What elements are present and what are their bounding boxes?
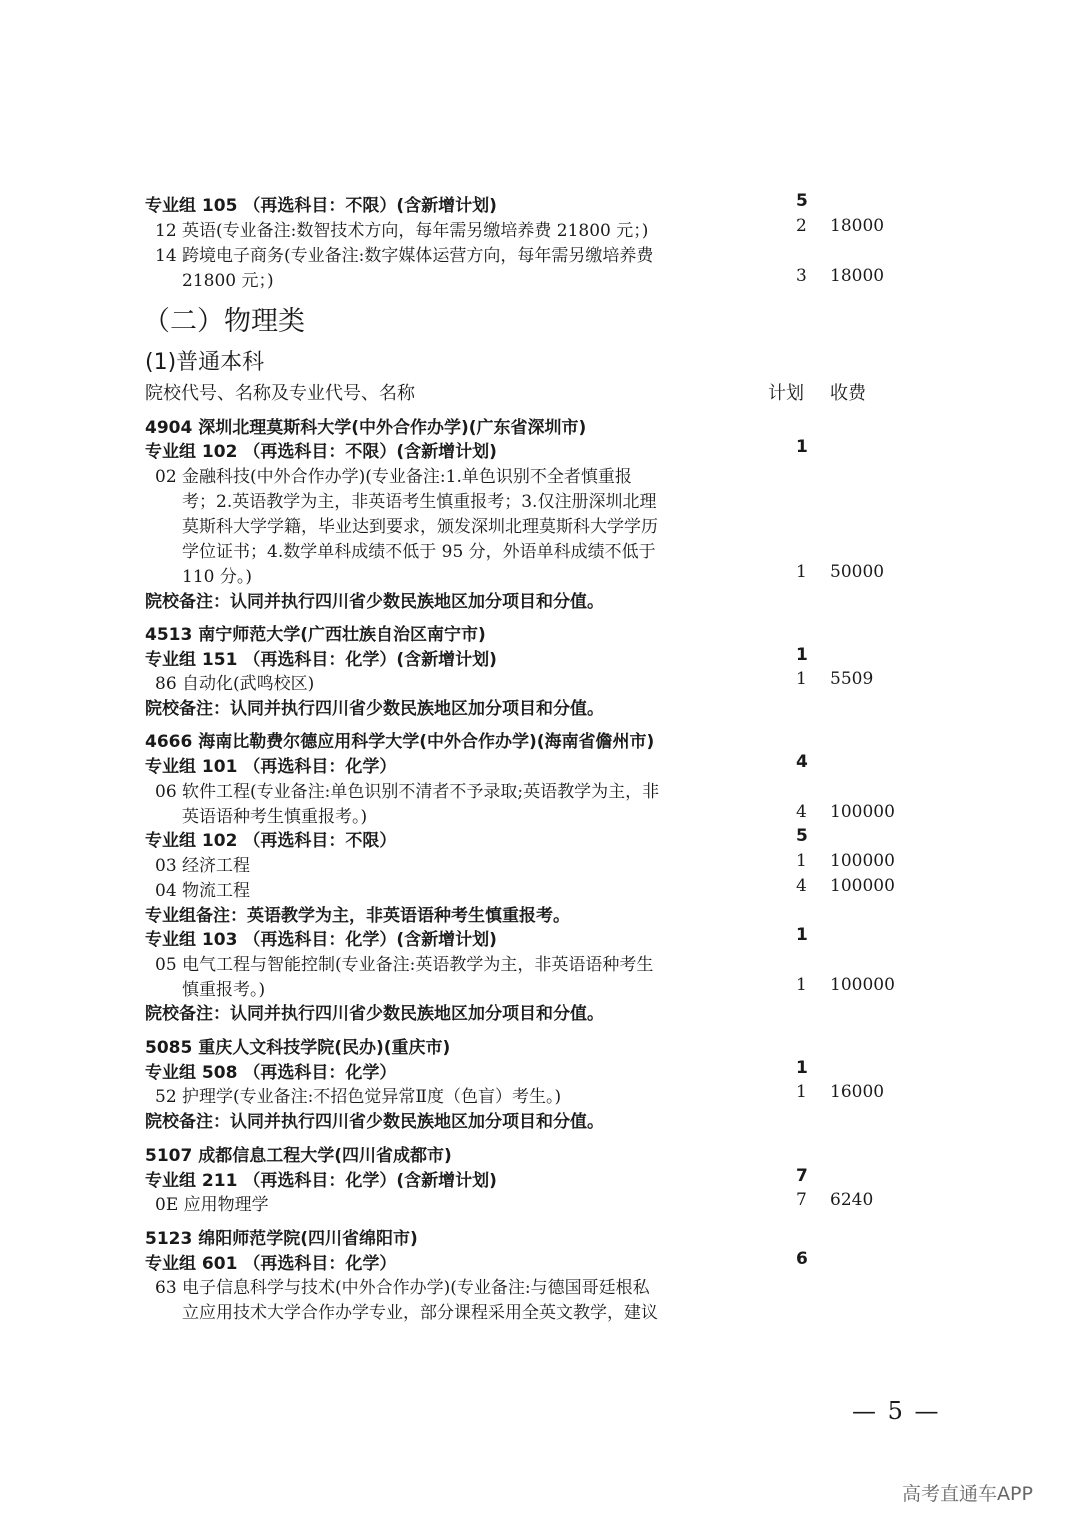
major-line: 03 经济工程 (155, 856, 251, 876)
group-plan: 1 (796, 645, 808, 665)
group-plan: 1 (796, 1058, 808, 1078)
section-title: （二）物理类 (143, 306, 305, 337)
column-header-plan: 计划 (768, 383, 804, 404)
column-header-name: 院校代号、名称及专业代号、名称 (145, 383, 415, 404)
page-number: — 5 — (852, 1397, 941, 1425)
major-plan: 4 (796, 802, 807, 822)
group-header: 专业组 508 （再选科目：化学） (145, 1063, 397, 1083)
group-plan: 7 (796, 1166, 808, 1186)
group-plan: 1 (796, 437, 808, 457)
major-plan: 1 (796, 1082, 807, 1102)
major-plan: 1 (796, 975, 807, 995)
school-note: 院校备注：认同并执行四川省少数民族地区加分项目和分值。 (145, 699, 604, 719)
major-fee: 18000 (830, 266, 885, 286)
major-line: 0E 应用物理学 (155, 1195, 269, 1215)
major-fee: 16000 (830, 1082, 885, 1102)
major-line: 14 跨境电子商务(专业备注:数字媒体运营方向，每年需另缴培养费 (155, 246, 654, 266)
group-plan: 5 (796, 826, 808, 846)
major-fee: 18000 (830, 216, 885, 236)
school-title: 4904 深圳北理莫斯科大学(中外合作办学)(广东省深圳市) (145, 418, 587, 438)
major-plan: 7 (796, 1190, 807, 1210)
major-fee: 5509 (830, 669, 874, 689)
group-header: 专业组 151 （再选科目：化学）(含新增计划) (145, 650, 497, 670)
major-fee: 50000 (830, 562, 885, 582)
major-fee: 6240 (830, 1190, 874, 1210)
major-line: 学位证书；4.数学单科成绩不低于 95 分，外语单科成绩不低于 (182, 542, 656, 562)
major-plan: 2 (796, 216, 807, 236)
major-line: 考；2.英语教学为主，非英语考生慎重报考；3.仅注册深圳北理 (182, 492, 657, 512)
school-title: 5107 成都信息工程大学(四川省成都市) (145, 1146, 452, 1166)
major-fee: 100000 (830, 876, 895, 896)
major-line: 立应用技术大学合作办学专业，部分课程采用全英文教学，建议 (182, 1303, 658, 1323)
group-header: 专业组 601 （再选科目：化学） (145, 1254, 397, 1274)
major-line: 英语语种考生慎重报考。) (182, 807, 368, 827)
school-title: 5085 重庆人文科技学院(民办)(重庆市) (145, 1038, 451, 1058)
major-line: 63 电子信息科学与技术(中外合作办学)(专业备注:与德国哥廷根私 (155, 1278, 650, 1298)
major-line: 86 自动化(武鸣校区) (155, 674, 315, 694)
school-note: 院校备注：认同并执行四川省少数民族地区加分项目和分值。 (145, 1112, 604, 1132)
school-title: 4513 南宁师范大学(广西壮族自治区南宁市) (145, 625, 486, 645)
school-note: 院校备注：认同并执行四川省少数民族地区加分项目和分值。 (145, 1004, 604, 1024)
school-note: 院校备注：认同并执行四川省少数民族地区加分项目和分值。 (145, 592, 604, 612)
major-fee: 100000 (830, 975, 895, 995)
major-plan: 1 (796, 851, 807, 871)
major-line: 04 物流工程 (155, 881, 251, 901)
major-line: 02 金融科技(中外合作办学)(专业备注:1.单色识别不全者慎重报 (155, 467, 632, 487)
major-fee: 100000 (830, 802, 895, 822)
major-line: 05 电气工程与智能控制(专业备注:英语教学为主，非英语语种考生 (155, 955, 654, 975)
group-plan: 4 (796, 752, 808, 772)
major-line: 莫斯科大学学籍，毕业达到要求，颁发深圳北理莫斯科大学学历 (182, 517, 658, 537)
group-plan: 5 (796, 191, 808, 211)
group-note: 专业组备注：英语教学为主，非英语语种考生慎重报考。 (145, 906, 570, 926)
major-line: 52 护理学(专业备注:不招色觉异常Ⅱ度（色盲）考生。) (155, 1087, 562, 1107)
group-plan: 6 (796, 1249, 808, 1269)
major-plan: 1 (796, 562, 807, 582)
major-line: 慎重报考。) (182, 980, 266, 1000)
school-title: 5123 绵阳师范学院(四川省绵阳市) (145, 1229, 418, 1249)
column-header-fee: 收费 (830, 383, 866, 404)
group-plan: 1 (796, 925, 808, 945)
major-plan: 3 (796, 266, 807, 286)
major-line: 06 软件工程(专业备注:单色识别不清者不予录取;英语教学为主，非 (155, 782, 660, 802)
group-header: 专业组 211 （再选科目：化学）(含新增计划) (145, 1171, 497, 1191)
major-line: 12 英语(专业备注:数智技术方向，每年需另缴培养费 21800 元；) (155, 221, 649, 241)
major-plan: 4 (796, 876, 807, 896)
subsection-title: (1)普通本科 (145, 350, 265, 375)
group-header: 专业组 102 （再选科目：不限） (145, 831, 397, 851)
group-header: 专业组 103 （再选科目：化学）(含新增计划) (145, 930, 497, 950)
group-header: 专业组 105 （再选科目：不限）(含新增计划) (145, 196, 497, 216)
watermark: 高考直通车APP (902, 1483, 1033, 1505)
group-header: 专业组 101 （再选科目：化学） (145, 757, 397, 777)
major-line: 110 分。) (182, 567, 252, 587)
major-line: 21800 元；) (182, 271, 274, 291)
school-title: 4666 海南比勒费尔德应用科学大学(中外合作办学)(海南省儋州市) (145, 732, 655, 752)
major-plan: 1 (796, 669, 807, 689)
major-fee: 100000 (830, 851, 895, 871)
group-header: 专业组 102 （再选科目：不限）(含新增计划) (145, 442, 497, 462)
